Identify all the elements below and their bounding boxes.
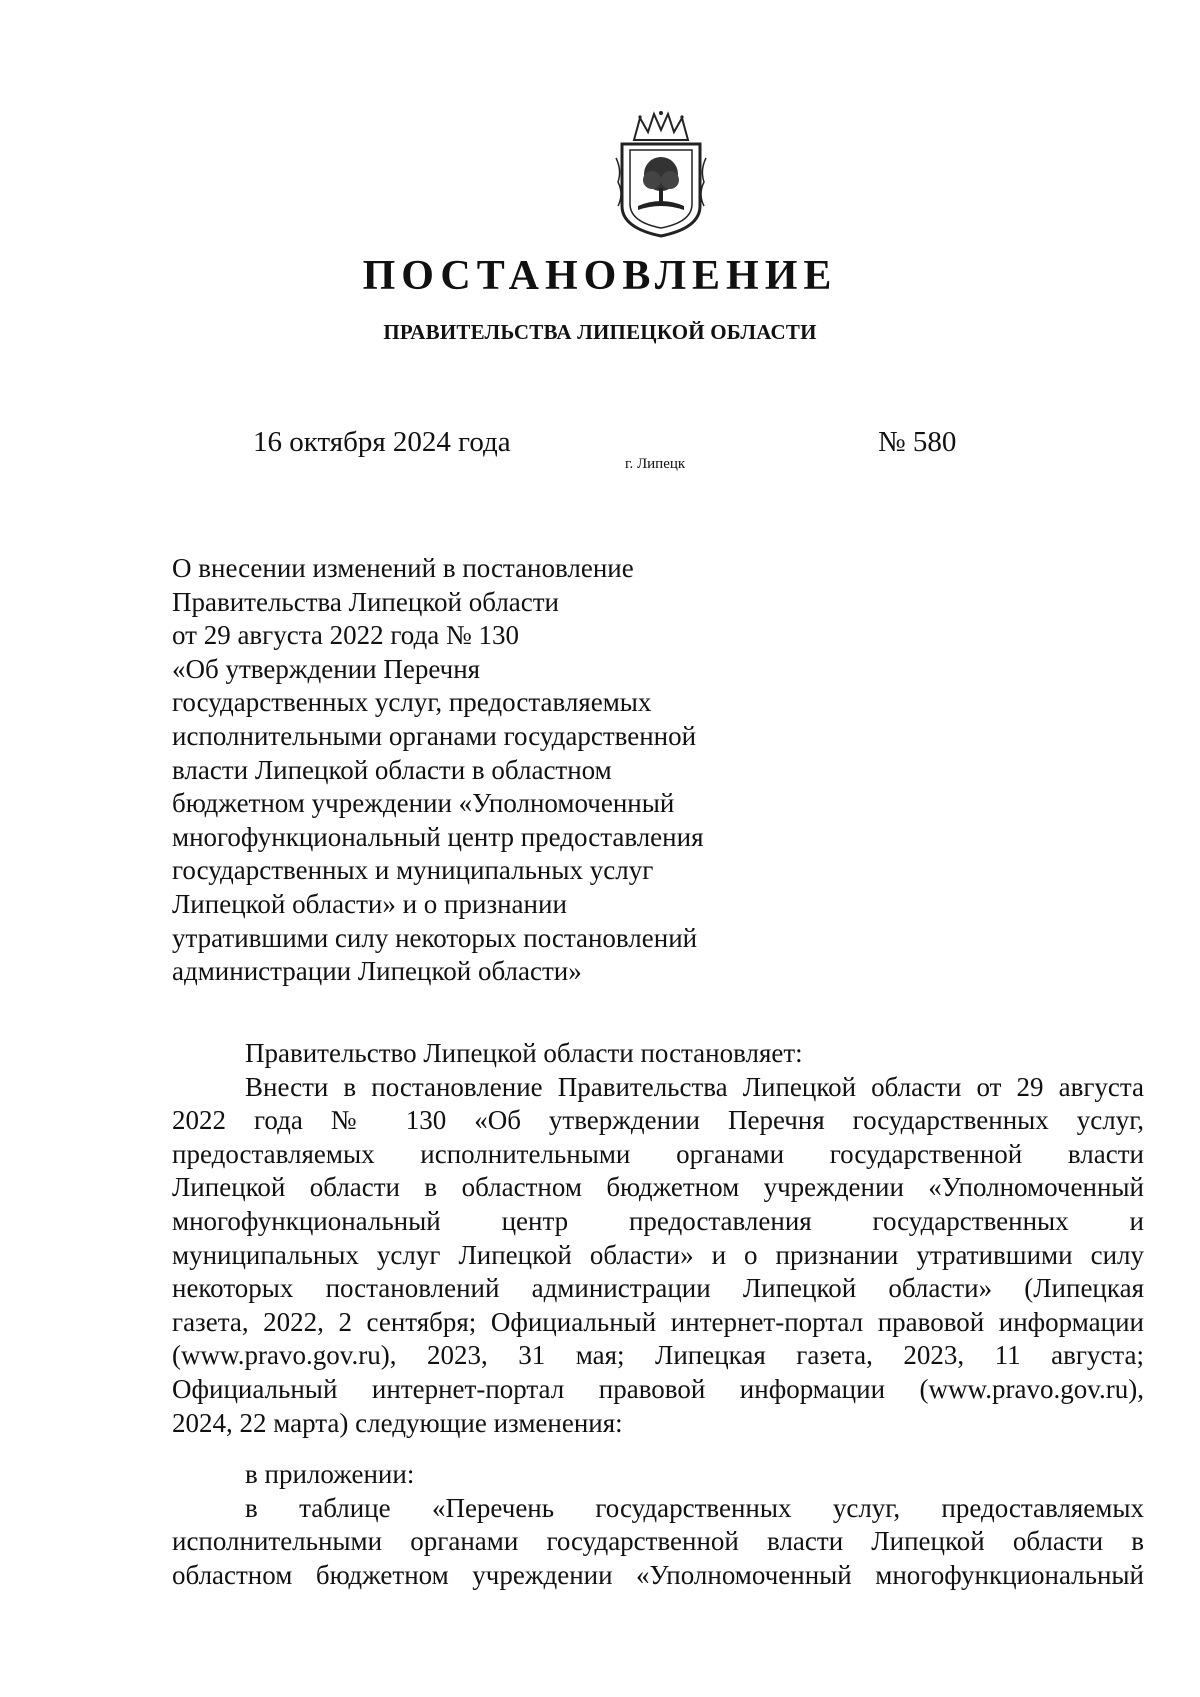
- subject-line: утратившими силу некоторых постановлений: [172, 922, 698, 953]
- body-line: в таблице «Перечень государственных услуг, предоставляемых: [245, 1492, 1144, 1523]
- document-subject: [172, 552, 772, 989]
- subject-line: Правительства Липецкой области: [172, 586, 560, 617]
- body-line: областном бюджетном учреждении «Уполномоченный многофункциональный: [172, 1559, 1144, 1590]
- body-paragraph-main: [172, 1037, 1144, 1440]
- body-paragraph-appendix: [172, 1458, 1144, 1592]
- subject-line: О внесении изменений в постановление: [172, 553, 634, 583]
- subject-line: исполнительными органами государственной: [172, 720, 697, 751]
- body-line: Официальный интернет-портал правовой информации (www.pravo.gov.ru),: [172, 1373, 1144, 1404]
- preamble: Правительство Липецкой области постановляет:: [245, 1038, 803, 1068]
- subject-line: администрации Липецкой области»: [172, 956, 582, 987]
- subject-line: бюджетном учреждении «Уполномоченный: [172, 788, 675, 819]
- body-line: предоставляемых исполнительными органами государственной власти: [172, 1138, 1144, 1169]
- body-line: исполнительными органами государственной власти Липецкой области в: [172, 1526, 1144, 1557]
- body-line: Внести в постановление Правительства Липецкой области от 29 августа: [245, 1071, 1144, 1102]
- body-line: (www.pravo.gov.ru), 2023, 31 мая; Липецкая газета, 2023, 11 августа;: [172, 1340, 1144, 1371]
- document-subtitle: ПРАВИТЕЛЬСТВА ЛИПЕЦКОЙ ОБЛАСТИ: [383, 320, 817, 344]
- subject-line: от 29 августа 2022 года № 130: [172, 620, 519, 651]
- document-city: г. Липецк: [625, 456, 686, 472]
- subject-line: государственных услуг, предоставляемых: [172, 687, 652, 718]
- coat-of-arms-icon: [612, 110, 710, 240]
- subject-line: «Об утверждении Перечня: [172, 653, 481, 684]
- body-line: многофункциональный центр предоставления государственных и: [172, 1205, 1144, 1236]
- body-line: Липецкой области в областном бюджетном учреждении «Уполномоченный: [172, 1172, 1144, 1203]
- document-date: 16 октября 2024 года: [253, 426, 511, 458]
- subject-line: многофункциональный центр предоставления: [172, 821, 704, 852]
- body-line: 2022 года № 130 «Об утверждении Перечня государственных услуг,: [172, 1105, 1144, 1136]
- body-line: муниципальных услуг Липецкой области» и о признании утратившими силу: [172, 1239, 1144, 1270]
- subject-line: государственных и муниципальных услуг: [172, 855, 654, 886]
- document-title: ПОСТАНОВЛЕНИЕ: [362, 253, 838, 299]
- body-line: некоторых постановлений администрации Липецкой области» (Липецкая: [172, 1273, 1144, 1304]
- document-number: № 580: [878, 426, 957, 458]
- subject-line: Липецкой области» и о признании: [172, 888, 567, 919]
- subject-line: власти Липецкой области в областном: [172, 754, 612, 785]
- body-line: газета, 2022, 2 сентября; Официальный интернет-портал правовой информации: [172, 1306, 1144, 1337]
- body-line: 2024, 22 марта) следующие изменения:: [172, 1407, 623, 1438]
- appendix-heading: в приложении:: [245, 1459, 415, 1489]
